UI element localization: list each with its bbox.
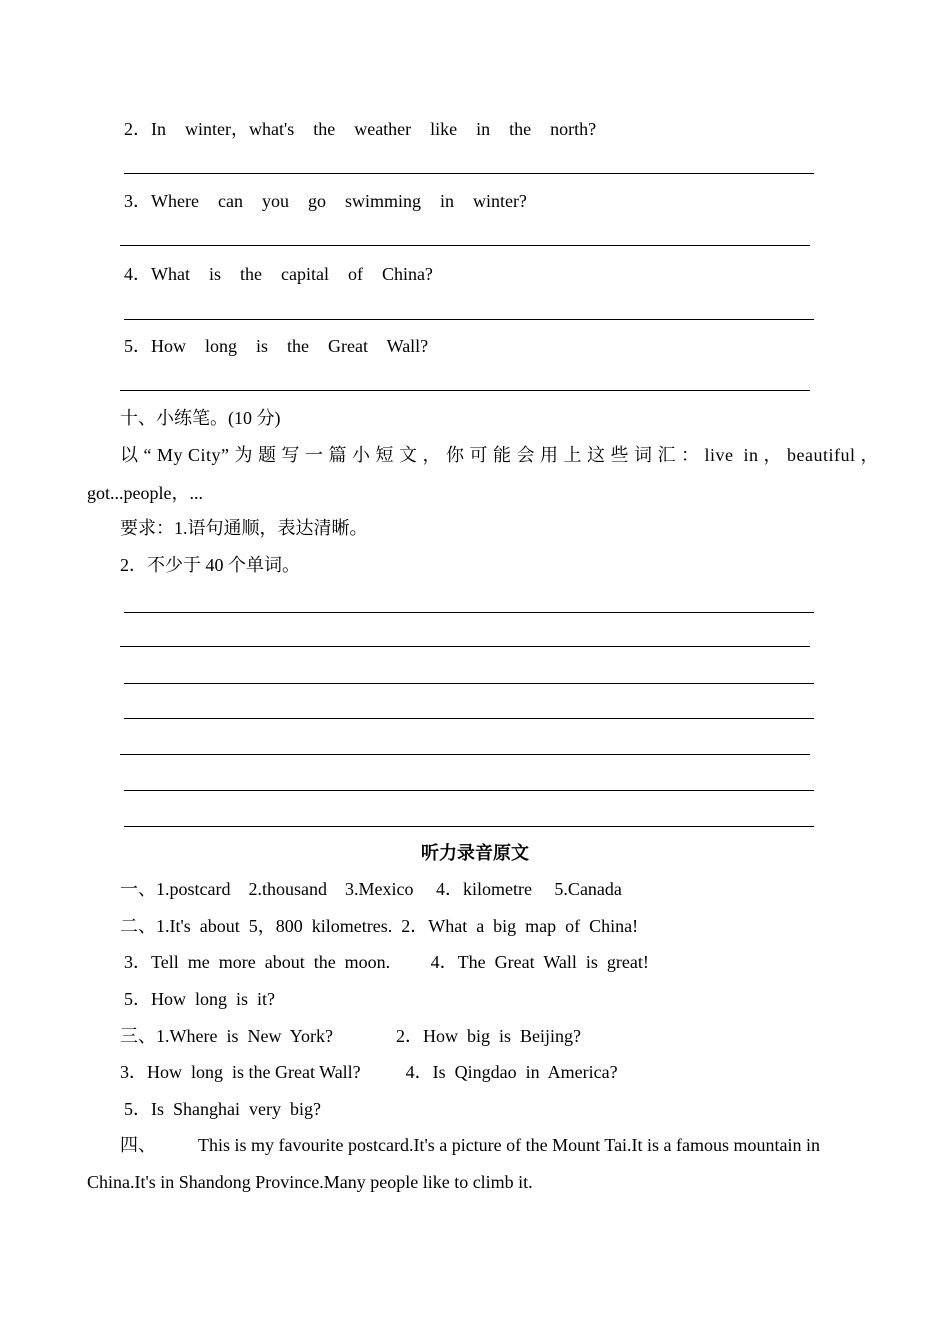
writing-line — [124, 718, 814, 719]
answer-line — [124, 319, 814, 320]
writing-requirement-2: 2．不少于 40 个单词。 — [120, 555, 300, 575]
writing-line — [120, 646, 810, 647]
transcript-paragraph-cont: China.It's in Shandong Province.Many people like to climb it. — [87, 1172, 533, 1192]
writing-line — [124, 683, 814, 684]
transcript-line-6: 3．How long is the Great Wall? 4．Is Qingdao in America? — [120, 1062, 618, 1082]
question-5: 5．How long is the Great Wall? — [124, 336, 429, 356]
transcript-line-1: 一、1.postcard 2.thousand 3.Mexico 4．kilometre 5.Canada — [120, 879, 622, 899]
question-3: 3．Where can you go swimming in winter? — [124, 191, 527, 211]
answer-line — [120, 390, 810, 391]
transcript-line-4: 5．How long is it? — [124, 989, 275, 1009]
transcript-line-2: 二、1.It's about 5，800 kilometres. 2．What a big map of China! — [120, 916, 639, 936]
writing-prompt-cont: got...people，... — [87, 483, 203, 503]
question-4: 4．What is the capital of China? — [124, 264, 433, 284]
question-2: 2．In winter，what's the weather like in the north? — [124, 119, 597, 139]
transcript-line-5: 三、1.Where is New York? 2．How big is Beijing? — [120, 1026, 581, 1046]
transcript-line-7: 5．Is Shanghai very big? — [124, 1099, 321, 1119]
transcript-para-label: 四、 — [120, 1135, 156, 1155]
transcript-paragraph: This is my favourite postcard.It's a picture of the Mount Tai.It is a famous mountain in — [198, 1135, 821, 1155]
writing-line — [120, 754, 810, 755]
answer-line — [120, 245, 810, 246]
transcript-title: 听力录音原文 — [421, 843, 529, 863]
writing-prompt: 以 “ My City” 为 题 写 一 篇 小 短 文 ， 你 可 能 会 用 上 这 些 词 汇 ： live in ， beautiful ， — [120, 445, 879, 465]
writing-line — [124, 612, 814, 613]
writing-line — [124, 826, 814, 827]
answer-line — [124, 173, 814, 174]
writing-requirement-1: 要求：1.语句通顺，表达清晰。 — [120, 518, 368, 538]
writing-line — [124, 790, 814, 791]
transcript-line-3: 3．Tell me more about the moon. 4．The Great Wall is great! — [124, 952, 649, 972]
writing-heading: 十、小练笔。(10 分) — [120, 408, 281, 428]
